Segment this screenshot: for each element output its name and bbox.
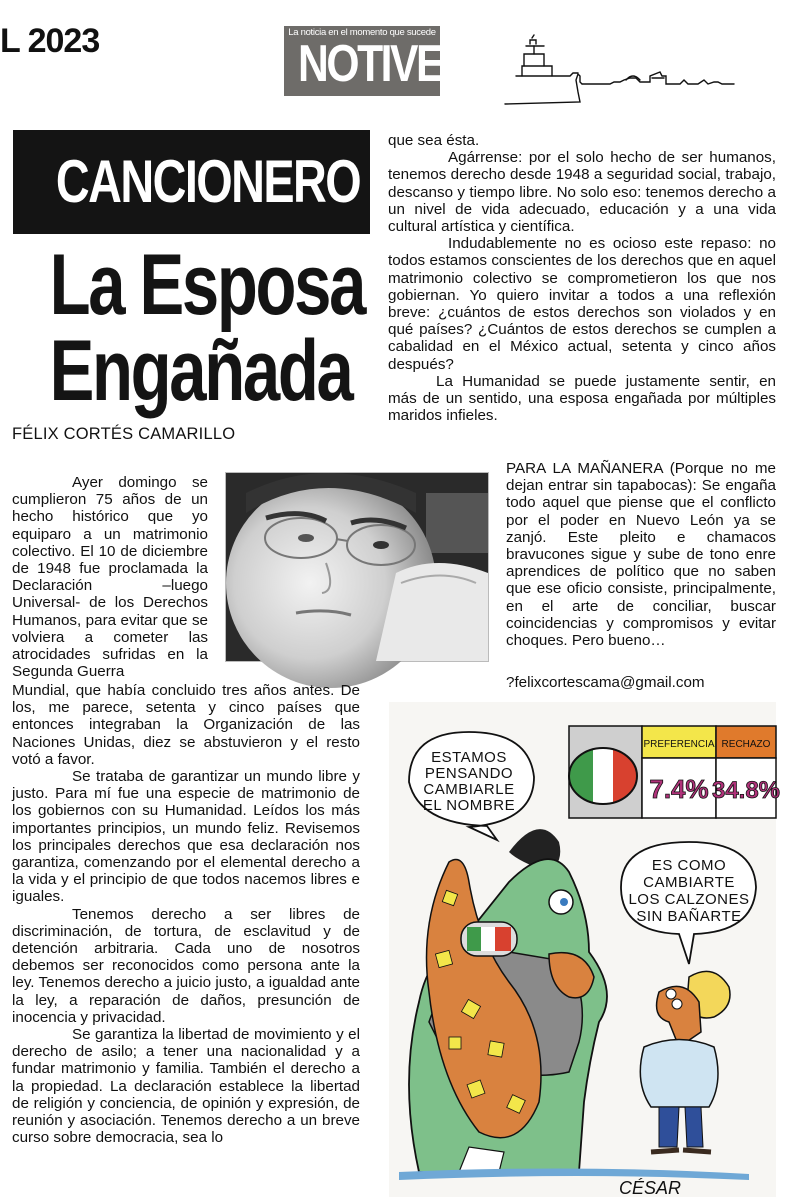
headline-line-2: Engañada [49,323,352,419]
poll-value-rejection: 34.8% [711,777,781,804]
paragraph: Indudablemente no es ocioso este repaso: no todos estamos conscientes de los derechos que en aquel matrimonio colectivo se comprometieron los que nos gobiernan. Yo quiero invitar a todos a una reflexión breve: ¿cuántos de estos derechos son violados y en qué países? ¿Cuántos de estos derechos se cumplen a cabalidad en el México actual, setenta y cinco años después? [388,235,776,373]
article-column-right-top [388,132,776,424]
poll-table [569,726,780,818]
author-byline: FÉLIX CORTÉS CAMARILLO [12,425,236,443]
speech-2-line: SIN BAÑARTE [636,908,742,925]
editorial-cartoon [389,702,781,1198]
speech-1-line: EL NOMBRE [422,797,516,814]
author-photo [225,472,489,662]
port-skyline-illustration [500,24,740,108]
headline-line-1: La Esposa [49,237,365,333]
mananera-note [506,460,776,649]
paragraph: Ayer domingo se cumplieron 75 años de un hecho histórico que yo equiparo a un matrimonio colectivo. El 10 de diciembre de 1948 fue proclamada la Declaración –luego Universal- de los Derechos Humanos, para evitar que se volviera a cometer las atrocidades sufridas en la Segunda Guerra [12,474,208,681]
paragraph: Se garantiza la libertad de movimiento y el derecho de asilo; a tener una nacionalidad y a fundar matrimonio y familia. También el derecho a la propiedad. La declaración establece la libertad de religión y conciencia, de opinión y expresión, de reunión y asociación. Tenemos derecho a un breve curso sobre democracia, sea lo [12,1026,360,1147]
paragraph: que sea ésta. [388,132,480,149]
poll-value-preference: 7.4% [649,774,709,804]
cartoon-drawing [389,702,781,1198]
speech-2-line: CAMBIARTE [643,874,735,891]
logo-slogan: La noticia en el momento que sucede [288,27,436,38]
cartoonist-signature: CÉSAR [619,1178,682,1198]
section-label [13,130,370,234]
speech-1-line: PENSANDO [424,765,514,782]
paragraph: Se trataba de garantizar un mundo libre y justo. Para mí fue una especie de matrimonio de los gobiernos con su Humanidad. Leídos los más importantes principios, un mundo feliz. Revisemos los principales derechos que esa declaración nos garantiza, comenzando por el elemental derecho a la vida y el principio de que todos nacemos libres e iguales. [12,768,360,906]
speech-1-line: ESTAMOS [431,749,507,766]
poll-header-rejection: RECHAZO [721,739,771,750]
paragraph: PARA LA MAÑANERA (Porque no me dejan entrar sin tapabocas): Se engaña todo aquel que piense que el conflicto por el poder en Nuevo León ya se zanjó. Este pleito e chamacos bravucones sigue y sube de tono enre aprendices de político que no saben que ese oficio consiste, principalmente, en el arte de conciliar, buscar coincidencias y compromisos y evitar choques. Pero bueno… [506,460,776,650]
article-column-left [12,682,360,1146]
paragraph: Agárrense: por el solo hecho de ser humanos, tenemos derecho desde 1948 a seguridad social, trabajo, descanso y tiempo libre. No solo eso: tenemos derecho a un nivel de vida adecuado, educación y a una vida cultural artística y científica. [388,149,776,236]
paragraph: Tenemos derecho a ser libres de discriminación, de tortura, de esclavitud y de detención arbitraria. Cada uno de nosotros debemos ser reconocidos como persona ante la ley. Tenemos derecho a juicio justo, a igualdad ante la ley, a reparación de daños, presunción de inocencia y privacidad. [12,905,360,1026]
article-intro [12,474,208,680]
speech-2-line: LOS CALZONES [628,891,750,908]
edition-date-fragment: L 2023 [0,22,100,60]
logo-name: NOTIVER [298,35,471,93]
newspaper-logo[interactable] [284,26,471,96]
article-headline [10,237,370,419]
speech-1-line: CAMBIARLE [423,781,515,798]
author-portrait-image [226,473,488,661]
paragraph: Mundial, que había concluido tres años antes. De los, me parece, setenta y cinco países que entonces integraban la Organización de las Naciones Unidas, diez se abstuvieron y el resto votó a favor. [12,682,360,768]
poll-header-preference: PREFERENCIA [643,739,715,750]
author-email-link[interactable]: ?felixcortescama@gmail.com [506,674,705,691]
section-label-text: CANCIONERO [55,148,361,215]
paragraph: La Humanidad se puede justamente sentir, en más de un sentido, una esposa engañada por múltiples maridos infieles. [388,372,776,425]
speech-2-line: ES COMO [651,857,727,874]
